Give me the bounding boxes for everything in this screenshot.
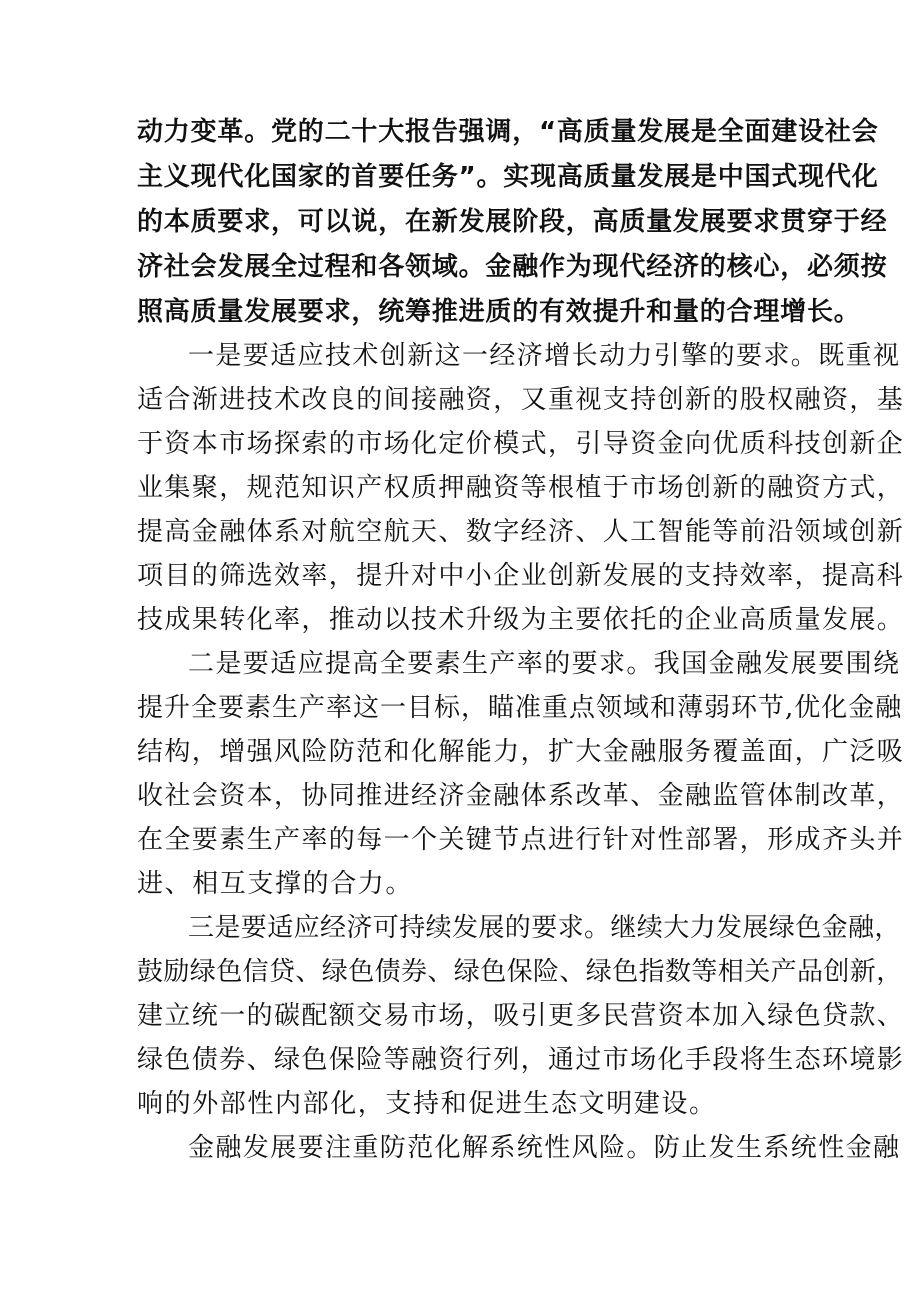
point-one-line: 于资本市场探索的市场化定价模式，引导资金向优质科技创新企 (137, 429, 905, 459)
point-three-line: 三是要适应经济可持续发展的要求。继续大力发展绿色金融， (188, 913, 901, 943)
point-two-line: 进、相互支撑的合力。 (137, 869, 414, 899)
point-one-line: 业集聚，规范知识产权质押融资等根植于市场创新的融资方式， (137, 473, 905, 503)
intro-line: 济社会发展全过程和各领域。金融作为现代经济的核心，必须按 (137, 252, 888, 282)
point-three-line: 鼓励绿色信贷、绿色债券、绿色保险、绿色指数等相关产品创新， (137, 957, 903, 987)
closing-line: 金融发展要注重防范化解系统性风险。防止发生系统性金融 (188, 1133, 901, 1163)
intro-line: 照高质量发展要求，统筹推进质的有效提升和量的合理增长。 (137, 297, 861, 327)
point-one-line: 提高金融体系对航空航天、数字经济、人工智能等前沿领域创新 (137, 517, 905, 547)
point-two-line: 提升全要素生产率这一目标，瞄准重点领域和薄弱环节,优化金融 (137, 693, 903, 723)
point-three-line: 绿色债券、绿色保险等融资行列，通过市场化手段将生态环境影 (137, 1045, 905, 1075)
point-two-line: 在全要素生产率的每一个关键节点进行针对性部署，形成齐头并 (137, 825, 905, 855)
point-one-line: 项目的筛选效率，提升对中小企业创新发展的支持效率，提高科 (137, 561, 905, 591)
intro-line: 动力变革。党的二十大报告强调，“高质量发展是全面建设社会 (137, 117, 879, 147)
point-two-line: 二是要适应提高全要素生产率的要求。我国金融发展要围绕 (188, 649, 901, 679)
point-one-line: 适合渐进技术改良的间接融资，又重视支持创新的股权融资，基 (137, 385, 905, 415)
point-two-line: 结构，增强风险防范和化解能力，扩大金融服务覆盖面，广泛吸 (137, 737, 905, 767)
point-three-line: 建立统一的碳配额交易市场，吸引更多民营资本加入绿色贷款、 (137, 1001, 905, 1031)
point-two-line: 收社会资本，协同推进经济金融体系改革、金融监管体制改革， (137, 781, 905, 811)
intro-line: 的本质要求，可以说，在新发展阶段，高质量发展要求贯穿于经 (137, 207, 888, 237)
point-one-line: 技成果转化率，推动以技术升级为主要依托的企业高质量发展。 (137, 605, 905, 635)
point-one-line: 一是要适应技术创新这一经济增长动力引擎的要求。既重视 (188, 341, 901, 371)
intro-line: 主义现代化国家的首要任务”。实现高质量发展是中国式现代化 (137, 162, 879, 192)
point-three-line: 响的外部性内部化，支持和促进生态文明建设。 (137, 1089, 717, 1119)
